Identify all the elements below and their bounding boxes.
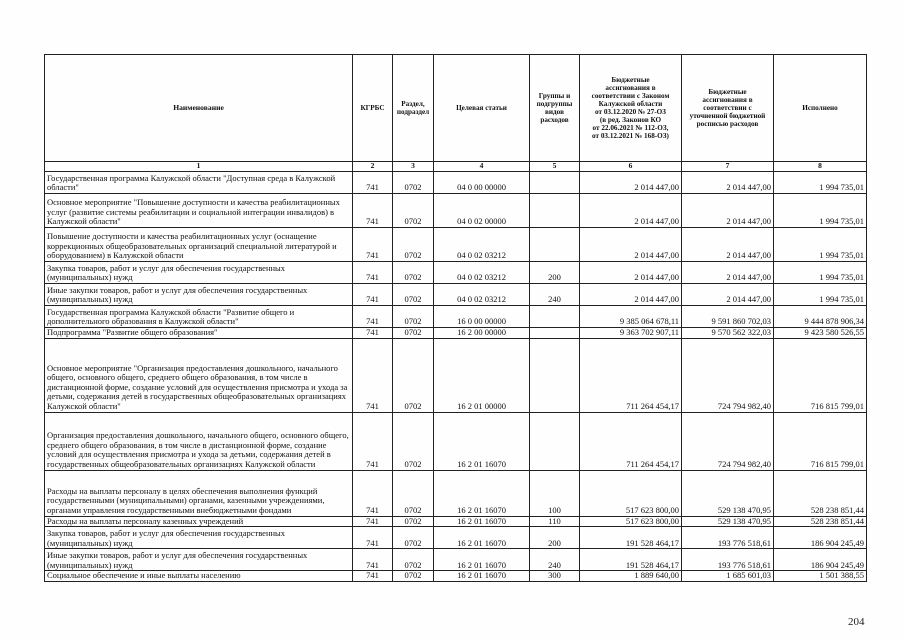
table-row <box>45 194 867 228</box>
header-kgrbs: КГРБС <box>353 55 393 162</box>
cell-budget-list: 2 014 447,00 <box>682 262 774 284</box>
cell-kgrbs: 741 <box>353 412 393 470</box>
cell-name: Основное мероприятие "Организация предоставления дошкольного, начального общего, основного общего, среднего общего образования, в том числе в дистанционной форме, создание условий для осуществления присмотра и ухода за детьми, содержания детей в государственных общеобразовательных организациях Калужской области" <box>45 338 353 412</box>
cell-budget-law: 2 014 447,00 <box>580 262 682 284</box>
cell-name: Закупка товаров, работ и услуг для обеспечения государственных (муниципальных) нужд <box>45 527 353 549</box>
cell-group <box>530 412 580 470</box>
table-row <box>45 527 867 549</box>
cell-group <box>530 172 580 194</box>
cell-budget-law: 191 528 464,17 <box>580 549 682 571</box>
cell-name: Организация предоставления дошкольного, начального общего, основного общего, среднего общего образования, в том числе в дистанционной форме, создание условий для осуществления присмотра и ухода за детьми, содержания детей в государственных общеобразовательных организациях Калужской области <box>45 412 353 470</box>
cell-kgrbs: 741 <box>353 516 393 527</box>
cell-name: Иные закупки товаров, работ и услуг для обеспечения государственных (муниципальных) нужд <box>45 284 353 306</box>
cell-name: Подпрограмма "Развитие общего образования" <box>45 328 353 339</box>
table-row <box>45 338 867 412</box>
cell-executed: 9 423 580 526,55 <box>774 328 867 339</box>
cell-section: 0702 <box>393 549 434 571</box>
cell-budget-law: 2 014 447,00 <box>580 194 682 228</box>
table-row <box>45 262 867 284</box>
cell-name: Государственная программа Калужской области "Развитие общего и дополнительного образования в Калужской области" <box>45 306 353 328</box>
header-section: Раздел, подраздел <box>393 55 434 162</box>
column-number: 3 <box>393 162 434 172</box>
cell-budget-list: 724 794 982,40 <box>682 338 774 412</box>
cell-budget-law: 2 014 447,00 <box>580 172 682 194</box>
column-number-row <box>45 162 867 172</box>
cell-name: Повышение доступности и качества реабилитационных услуг (оснащение коррекционных общеобразовательных организаций специальной литературой и оборудованием) в Калужской области <box>45 228 353 262</box>
cell-executed: 1 994 735,01 <box>774 194 867 228</box>
cell-target: 04 0 02 03212 <box>434 228 530 262</box>
cell-executed: 1 994 735,01 <box>774 172 867 194</box>
table-row <box>45 284 867 306</box>
cell-group: 110 <box>530 516 580 527</box>
table-row <box>45 571 867 582</box>
table-body <box>45 172 867 582</box>
cell-budget-list: 529 138 470,95 <box>682 470 774 516</box>
cell-budget-list: 2 014 447,00 <box>682 194 774 228</box>
cell-target: 16 2 01 16070 <box>434 412 530 470</box>
cell-budget-list: 2 014 447,00 <box>682 228 774 262</box>
cell-budget-law: 191 528 464,17 <box>580 527 682 549</box>
cell-budget-list: 1 685 601,03 <box>682 571 774 582</box>
cell-group <box>530 338 580 412</box>
cell-target: 04 0 02 03212 <box>434 262 530 284</box>
budget-table <box>44 54 867 582</box>
cell-budget-law: 517 623 800,00 <box>580 470 682 516</box>
cell-budget-law: 2 014 447,00 <box>580 284 682 306</box>
cell-section: 0702 <box>393 516 434 527</box>
cell-budget-list: 2 014 447,00 <box>682 284 774 306</box>
cell-name: Социальное обеспечение и иные выплаты населению <box>45 571 353 582</box>
column-number: 7 <box>682 162 774 172</box>
column-number: 5 <box>530 162 580 172</box>
cell-target: 16 2 01 16070 <box>434 527 530 549</box>
page-number: 204 <box>848 616 865 628</box>
cell-executed: 1 501 388,55 <box>774 571 867 582</box>
cell-kgrbs: 741 <box>353 527 393 549</box>
cell-name: Иные закупки товаров, работ и услуг для обеспечения государственных (муниципальных) нужд <box>45 549 353 571</box>
cell-budget-list: 9 570 562 322,03 <box>682 328 774 339</box>
cell-budget-law: 517 623 800,00 <box>580 516 682 527</box>
cell-target: 16 0 00 00000 <box>434 306 530 328</box>
table-row <box>45 228 867 262</box>
cell-executed: 716 815 799,01 <box>774 412 867 470</box>
cell-group: 200 <box>530 527 580 549</box>
cell-group <box>530 194 580 228</box>
cell-group: 300 <box>530 571 580 582</box>
table-row <box>45 470 867 516</box>
cell-group <box>530 328 580 339</box>
cell-kgrbs: 741 <box>353 194 393 228</box>
table-row <box>45 306 867 328</box>
cell-kgrbs: 741 <box>353 284 393 306</box>
table-row <box>45 172 867 194</box>
cell-target: 04 0 00 00000 <box>434 172 530 194</box>
cell-budget-law: 711 264 454,17 <box>580 338 682 412</box>
cell-name: Расходы на выплаты персоналу в целях обеспечения выполнения функций государственными (муниципальными) органами, казенными учреждениями, органами управления государственными внебюджетными фондами <box>45 470 353 516</box>
cell-target: 04 0 02 00000 <box>434 194 530 228</box>
column-number: 4 <box>434 162 530 172</box>
cell-kgrbs: 741 <box>353 328 393 339</box>
cell-section: 0702 <box>393 338 434 412</box>
cell-section: 0702 <box>393 527 434 549</box>
cell-group <box>530 306 580 328</box>
cell-group <box>530 228 580 262</box>
cell-budget-list: 193 776 518,61 <box>682 527 774 549</box>
cell-kgrbs: 741 <box>353 470 393 516</box>
cell-kgrbs: 741 <box>353 306 393 328</box>
cell-executed: 528 238 851,44 <box>774 470 867 516</box>
cell-group: 240 <box>530 549 580 571</box>
cell-budget-law: 9 385 064 678,11 <box>580 306 682 328</box>
cell-target: 04 0 02 03212 <box>434 284 530 306</box>
column-number: 6 <box>580 162 682 172</box>
header-executed: Исполнено <box>774 55 867 162</box>
header-budget-law: Бюджетные ассигнования в соответствии с Законом Калужской области от 03.12.2020 № 27-ОЗ (в ред. Законов КО от 22.06.2021 № 112-ОЗ, от 03.12.2021 № 168-ОЗ) <box>580 55 682 162</box>
cell-budget-law: 711 264 454,17 <box>580 412 682 470</box>
cell-target: 16 2 01 16070 <box>434 549 530 571</box>
header-row <box>45 55 867 162</box>
cell-executed: 186 904 245,49 <box>774 549 867 571</box>
cell-budget-list: 529 138 470,95 <box>682 516 774 527</box>
header-budget-list: Бюджетные ассигнования в соответствии с уточненной бюджетной росписью расходов <box>682 55 774 162</box>
cell-section: 0702 <box>393 228 434 262</box>
cell-name: Государственная программа Калужской области "Доступная среда в Калужской области" <box>45 172 353 194</box>
cell-section: 0702 <box>393 172 434 194</box>
column-number: 1 <box>45 162 353 172</box>
cell-kgrbs: 741 <box>353 338 393 412</box>
cell-group: 100 <box>530 470 580 516</box>
table-row <box>45 549 867 571</box>
cell-target: 16 2 01 16070 <box>434 516 530 527</box>
table-row <box>45 516 867 527</box>
header-group: Группы и подгруппы видов расходов <box>530 55 580 162</box>
cell-budget-list: 193 776 518,61 <box>682 549 774 571</box>
cell-section: 0702 <box>393 306 434 328</box>
cell-name: Закупка товаров, работ и услуг для обеспечения государственных (муниципальных) нужд <box>45 262 353 284</box>
cell-name: Расходы на выплаты персоналу казенных учреждений <box>45 516 353 527</box>
cell-target: 16 2 01 00000 <box>434 338 530 412</box>
cell-executed: 1 994 735,01 <box>774 228 867 262</box>
cell-group: 240 <box>530 284 580 306</box>
column-number: 8 <box>774 162 867 172</box>
cell-executed: 9 444 878 906,34 <box>774 306 867 328</box>
cell-section: 0702 <box>393 284 434 306</box>
cell-target: 16 2 00 00000 <box>434 328 530 339</box>
cell-kgrbs: 741 <box>353 549 393 571</box>
cell-kgrbs: 741 <box>353 172 393 194</box>
column-number: 2 <box>353 162 393 172</box>
cell-budget-list: 2 014 447,00 <box>682 172 774 194</box>
cell-budget-law: 9 363 702 907,11 <box>580 328 682 339</box>
cell-executed: 716 815 799,01 <box>774 338 867 412</box>
cell-section: 0702 <box>393 571 434 582</box>
table-row <box>45 328 867 339</box>
cell-section: 0702 <box>393 412 434 470</box>
cell-target: 16 2 01 16070 <box>434 470 530 516</box>
header-target: Целевая статьи <box>434 55 530 162</box>
cell-section: 0702 <box>393 194 434 228</box>
cell-section: 0702 <box>393 328 434 339</box>
table-row <box>45 412 867 470</box>
cell-budget-law: 2 014 447,00 <box>580 228 682 262</box>
cell-budget-law: 1 889 640,00 <box>580 571 682 582</box>
cell-executed: 1 994 735,01 <box>774 262 867 284</box>
cell-budget-list: 9 591 860 702,03 <box>682 306 774 328</box>
cell-executed: 186 904 245,49 <box>774 527 867 549</box>
cell-executed: 1 994 735,01 <box>774 284 867 306</box>
cell-kgrbs: 741 <box>353 228 393 262</box>
cell-target: 16 2 01 16070 <box>434 571 530 582</box>
cell-budget-list: 724 794 982,40 <box>682 412 774 470</box>
cell-name: Основное мероприятие "Повышение доступности и качества реабилитационных услуг (развитие системы реабилитации и социальной интеграции инвалидов) в Калужской области" <box>45 194 353 228</box>
header-name: Наименование <box>45 55 353 162</box>
cell-section: 0702 <box>393 262 434 284</box>
cell-kgrbs: 741 <box>353 571 393 582</box>
cell-executed: 528 238 851,44 <box>774 516 867 527</box>
cell-kgrbs: 741 <box>353 262 393 284</box>
cell-group: 200 <box>530 262 580 284</box>
cell-section: 0702 <box>393 470 434 516</box>
